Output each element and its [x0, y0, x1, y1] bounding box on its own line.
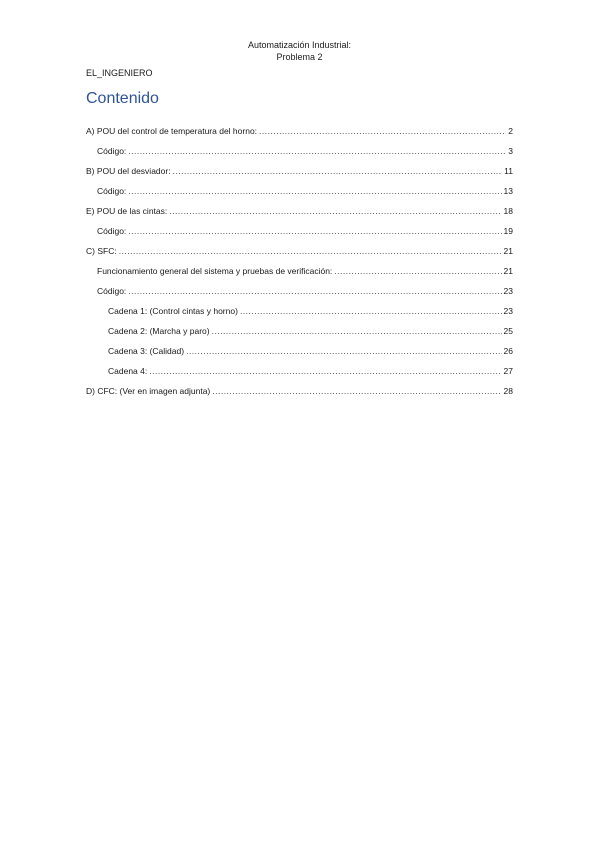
toc-leader-dots — [119, 245, 502, 257]
toc-leader-dots — [128, 145, 506, 157]
toc-entry-text: Cadena 2: (Marcha y paro) — [108, 326, 210, 336]
toc-entry[interactable] — [86, 325, 513, 345]
toc-leader-dots — [212, 325, 502, 337]
toc-entry[interactable] — [86, 305, 513, 325]
page-header — [0, 39, 599, 63]
header-subtitle: Problema 2 — [276, 52, 323, 62]
toc-entry-text: D) CFC: (Ver en imagen adjunta) — [86, 386, 211, 396]
toc-entry-page-number: 25 — [503, 326, 513, 336]
toc-entry-page-number: 19 — [503, 226, 513, 236]
toc-leader-dots — [259, 125, 506, 137]
toc-leader-dots — [173, 165, 503, 177]
toc-leader-dots — [128, 185, 501, 197]
toc-entry-page-number: 11 — [504, 166, 513, 176]
toc-entry[interactable] — [86, 285, 513, 305]
toc-entry[interactable] — [86, 385, 513, 405]
toc-entry-text: E) POU de las cintas: — [86, 206, 168, 216]
toc-entry-text: Cadena 1: (Control cintas y horno) — [108, 306, 238, 316]
toc-leader-dots — [240, 305, 502, 317]
toc-leader-dots — [186, 345, 501, 357]
author-name: EL_INGENIERO — [86, 68, 153, 78]
toc-entry[interactable] — [86, 345, 513, 365]
toc-entry-text: C) SFC: — [86, 246, 117, 256]
toc-entry-text: Código: — [97, 186, 127, 196]
toc-entry-page-number: 23 — [503, 286, 513, 296]
toc-entry-page-number: 28 — [503, 386, 513, 396]
toc-entry[interactable] — [86, 125, 513, 145]
toc-leader-dots — [169, 205, 501, 217]
toc-entry[interactable] — [86, 145, 513, 165]
toc-entry[interactable] — [86, 205, 513, 225]
toc-entry[interactable] — [86, 365, 513, 385]
toc-entry-text: Código: — [97, 286, 127, 296]
toc-entry-text: Código: — [97, 226, 127, 236]
toc-entry-text: A) POU del control de temperatura del horno: — [86, 126, 258, 136]
toc-entry-page-number: 21 — [503, 266, 513, 276]
toc-entry-page-number: 27 — [503, 366, 513, 376]
toc-entry[interactable] — [86, 265, 513, 285]
toc-entry-page-number: 2 — [508, 126, 513, 136]
toc-entry-page-number: 3 — [508, 146, 513, 156]
toc-entry[interactable] — [86, 185, 513, 205]
toc-title: Contenido — [86, 90, 159, 107]
toc-entry-page-number: 26 — [503, 346, 513, 356]
toc-leader-dots — [334, 265, 501, 277]
toc-entry-page-number: 13 — [503, 186, 513, 196]
table-of-contents — [86, 125, 513, 405]
toc-entry[interactable] — [86, 165, 513, 185]
toc-leader-dots — [128, 225, 501, 237]
header-title: Automatización Industrial: — [247, 40, 352, 50]
toc-entry-text: Cadena 4: — [108, 366, 148, 376]
toc-entry[interactable] — [86, 245, 513, 265]
toc-entry-text: Código: — [97, 146, 127, 156]
toc-entry-page-number: 21 — [503, 246, 513, 256]
toc-leader-dots — [149, 365, 501, 377]
toc-entry[interactable] — [86, 225, 513, 245]
toc-entry-page-number: 23 — [503, 306, 513, 316]
toc-entry-text: Funcionamiento general del sistema y pruebas de verificación: — [97, 266, 333, 276]
toc-entry-text: B) POU del desviador: — [86, 166, 171, 176]
toc-entry-text: Cadena 3: (Calidad) — [108, 346, 185, 356]
toc-leader-dots — [212, 385, 501, 397]
toc-entry-page-number: 18 — [503, 206, 513, 216]
toc-leader-dots — [128, 285, 501, 297]
